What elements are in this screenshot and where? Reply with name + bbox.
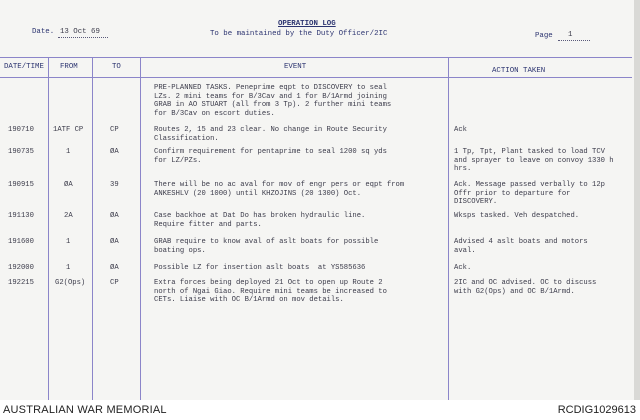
event-cell: Possible LZ for insertion aslt boats at YS585636 xyxy=(154,264,366,272)
column-header-from: FROM xyxy=(60,63,78,71)
table-header-rule xyxy=(0,77,632,78)
action-cell: Ack. Message passed verbally to 12p Offr prior to departure for DISCOVERY. xyxy=(454,181,605,207)
to-cell: CP xyxy=(110,279,119,287)
archive-reference: RCDIG1029613 xyxy=(557,404,636,416)
time-cell: 190735 xyxy=(8,148,34,156)
col-divider xyxy=(140,57,141,400)
from-cell: 1 xyxy=(66,148,71,156)
time-cell: 190710 xyxy=(8,126,34,134)
archive-name: AUSTRALIAN WAR MEMORIAL xyxy=(3,404,167,416)
to-cell: ØA xyxy=(110,264,119,272)
action-cell: Advised 4 aslt boats and motors aval. xyxy=(454,238,588,255)
event-cell: There will be no ac aval for mov of engr pers or eqpt from ANKESHLV (20 1000) until KHZOJINS (20 1300) Oct. xyxy=(154,181,405,198)
date-value: 13 Oct 69 xyxy=(60,28,100,36)
action-cell: Ack. xyxy=(454,264,472,272)
time-cell: 190915 xyxy=(8,181,34,189)
time-cell: 191600 xyxy=(8,238,34,246)
page-edge-shadow xyxy=(634,0,640,400)
from-cell: G2(Ops) xyxy=(55,279,86,287)
event-cell: Case backhoe at Dat Do has broken hydraulic line. Require fitter and parts. xyxy=(154,212,366,229)
action-cell: 1 Tp, Tpt, Plant tasked to load TCV and sprayer to leave on convoy 1330 h hrs. xyxy=(454,148,614,174)
to-cell: CP xyxy=(110,126,119,134)
log-subtitle: To be maintained by the Duty Officer/2IC xyxy=(210,30,388,38)
col-divider xyxy=(92,57,93,400)
to-cell: ØA xyxy=(110,238,119,246)
event-cell: Routes 2, 15 and 23 clear. No change in Route Security Classification. xyxy=(154,126,387,143)
event-cell: PRE-PLANNED TASKS. Peneprime eqpt to DISCOVERY to seal LZs. 2 mini teams for B/3Cav and 1 for B/1Armd joining GRAB in AO STUART (all from 3 Tp). 2 further mini teams for B/3Cav on escort duties. xyxy=(154,84,392,118)
date-label: Date. xyxy=(32,28,55,36)
date-underline xyxy=(58,37,108,38)
event-cell: Extra forces being deployed 21 Oct to open up Route 2 north of Ngai Giao. Require mini teams be increased to CETs. Liaise with OC B/1Armd on mov details. xyxy=(154,279,387,305)
time-cell: 192000 xyxy=(8,264,34,272)
from-cell: 1ATF CP xyxy=(53,126,84,134)
to-cell: ØA xyxy=(110,148,119,156)
archive-footer xyxy=(0,400,640,420)
page-underline xyxy=(558,40,590,41)
page-label: Page xyxy=(535,32,553,40)
log-title: OPERATION LOG xyxy=(278,20,336,28)
page-number: 1 xyxy=(568,31,573,39)
time-cell: 192215 xyxy=(8,279,34,287)
column-header-datetime: DATE/TIME xyxy=(4,63,44,71)
to-cell: 39 xyxy=(110,181,119,189)
from-cell: ØA xyxy=(64,181,73,189)
event-cell: GRAB require to know aval of aslt boats for possible boating ops. xyxy=(154,238,379,255)
action-cell: Wksps tasked. Veh despatched. xyxy=(454,212,580,220)
event-cell: Confirm requirement for pentaprime to seal 1200 sq yds for LZ/PZs. xyxy=(154,148,387,165)
from-cell: 2A xyxy=(64,212,73,220)
action-cell: Ack xyxy=(454,126,467,134)
col-divider xyxy=(448,57,449,400)
to-cell: ØA xyxy=(110,212,119,220)
time-cell: 191130 xyxy=(8,212,34,220)
column-header-action: ACTION TAKEN xyxy=(492,67,546,75)
from-cell: 1 xyxy=(66,264,71,272)
column-header-to: TO xyxy=(112,63,121,71)
table-top-rule xyxy=(0,57,632,58)
from-cell: 1 xyxy=(66,238,71,246)
col-divider xyxy=(48,57,49,400)
column-header-event: EVENT xyxy=(284,63,307,71)
action-cell: 2IC and OC advised. OC to discuss with G2(Ops) and OC B/1Armd. xyxy=(454,279,597,296)
